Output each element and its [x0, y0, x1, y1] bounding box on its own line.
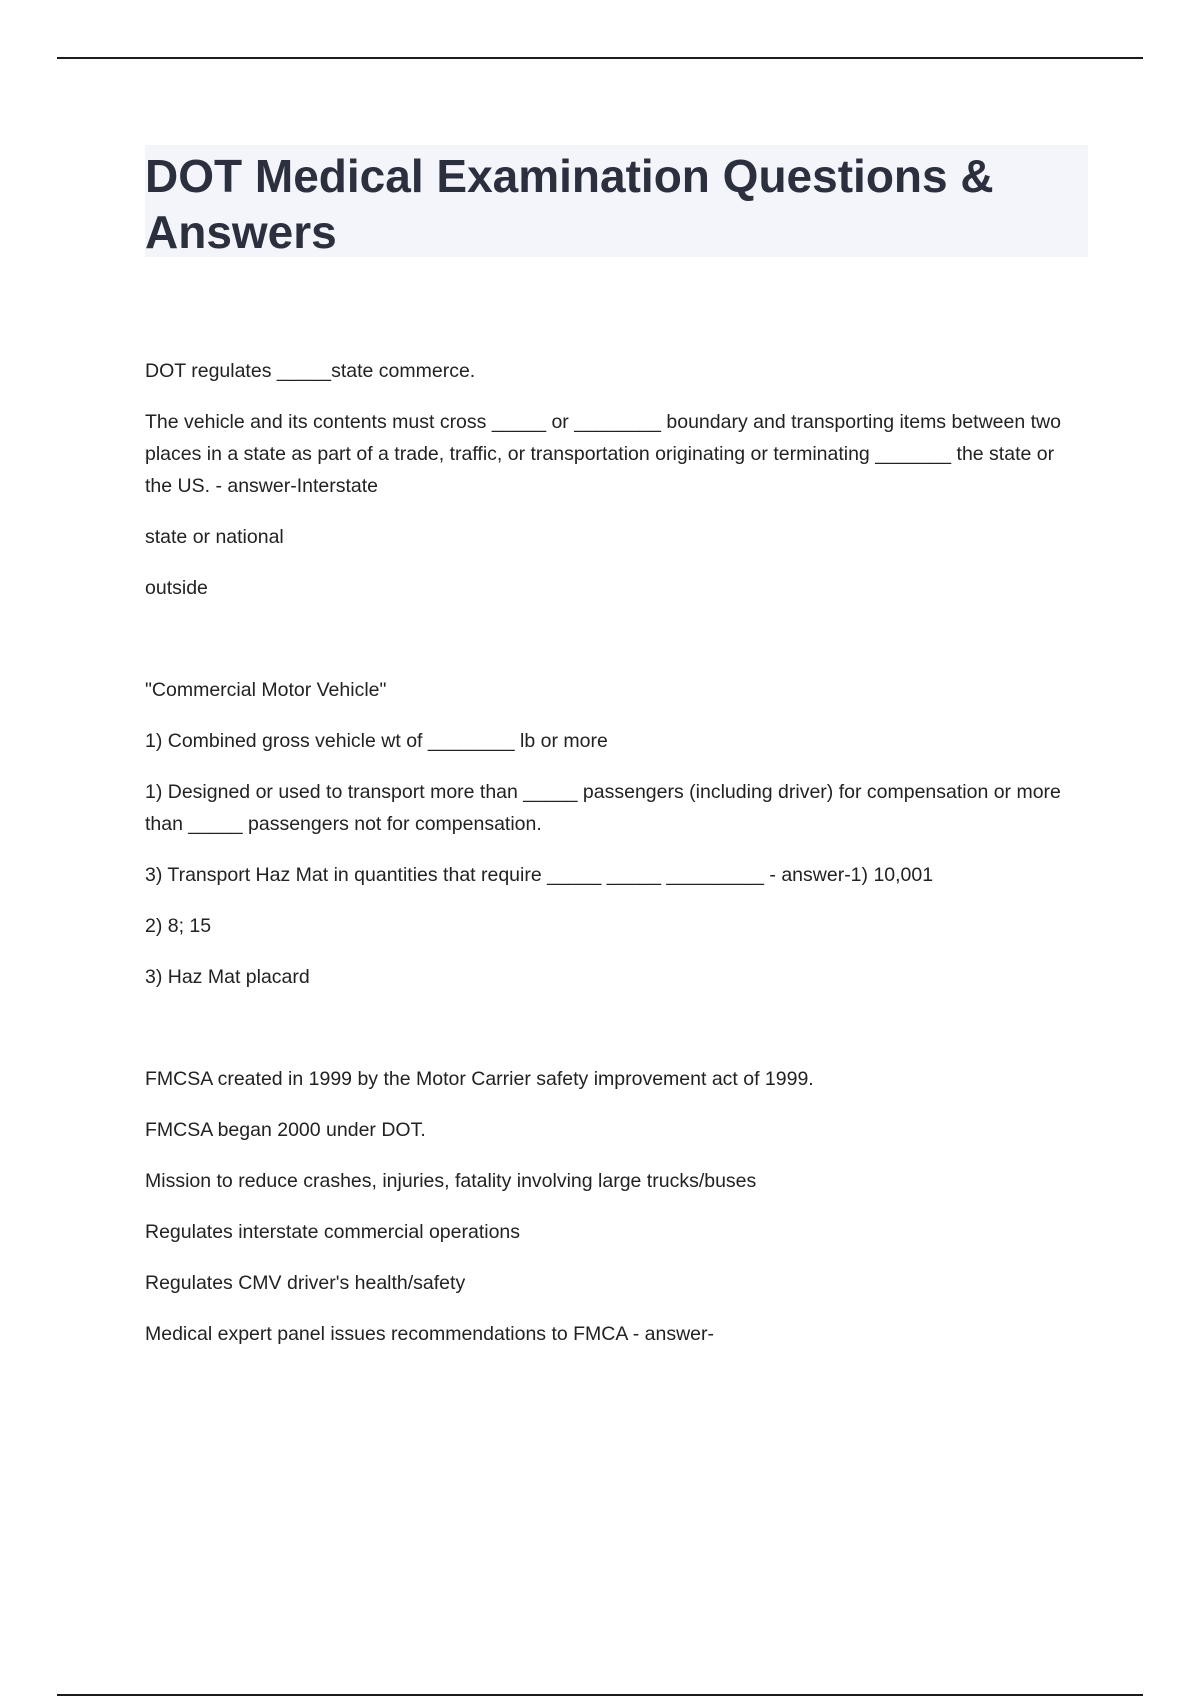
document-body: [145, 355, 1085, 1369]
question-text: Medical expert panel issues recommendations to FMCA - answer-: [145, 1323, 714, 1345]
question-text: The vehicle and its contents must cross _____ or ________ boundary and transporting items between two places in a state as part of a trade, traffic, or transportation originating or terminating _______ the state or the US. - answer-Interstate: [145, 411, 1061, 497]
top-rule: [57, 57, 1143, 59]
question-text: FMCSA began 2000 under DOT.: [145, 1119, 426, 1141]
title-banner: [145, 145, 1088, 257]
question-text: 3) Transport Haz Mat in quantities that require _____ _____ _________ - answer-1) 10,001: [145, 864, 934, 886]
answer-text: 2) 8; 15: [145, 915, 212, 937]
document-title: DOT Medical Examination Questions & Answers: [145, 150, 994, 258]
question-text: Mission to reduce crashes, injuries, fatality involving large trucks/buses: [145, 1170, 757, 1192]
answer-text: state or national: [145, 526, 284, 548]
answer-text: outside: [145, 577, 208, 599]
question-text: 1) Designed or used to transport more than _____ passengers (including driver) for compensation or more than _____ passengers not for compensation.: [145, 781, 1061, 835]
question-text: 1) Combined gross vehicle wt of ________ lb or more: [145, 730, 608, 752]
question-text: "Commercial Motor Vehicle": [145, 679, 387, 701]
answer-text: 3) Haz Mat placard: [145, 966, 310, 988]
bottom-rule: [57, 1694, 1143, 1696]
question-text: Regulates CMV driver's health/safety: [145, 1272, 466, 1294]
question-text: DOT regulates _____state commerce.: [145, 360, 476, 382]
question-text: FMCSA created in 1999 by the Motor Carrier safety improvement act of 1999.: [145, 1068, 814, 1090]
question-text: Regulates interstate commercial operations: [145, 1221, 521, 1243]
